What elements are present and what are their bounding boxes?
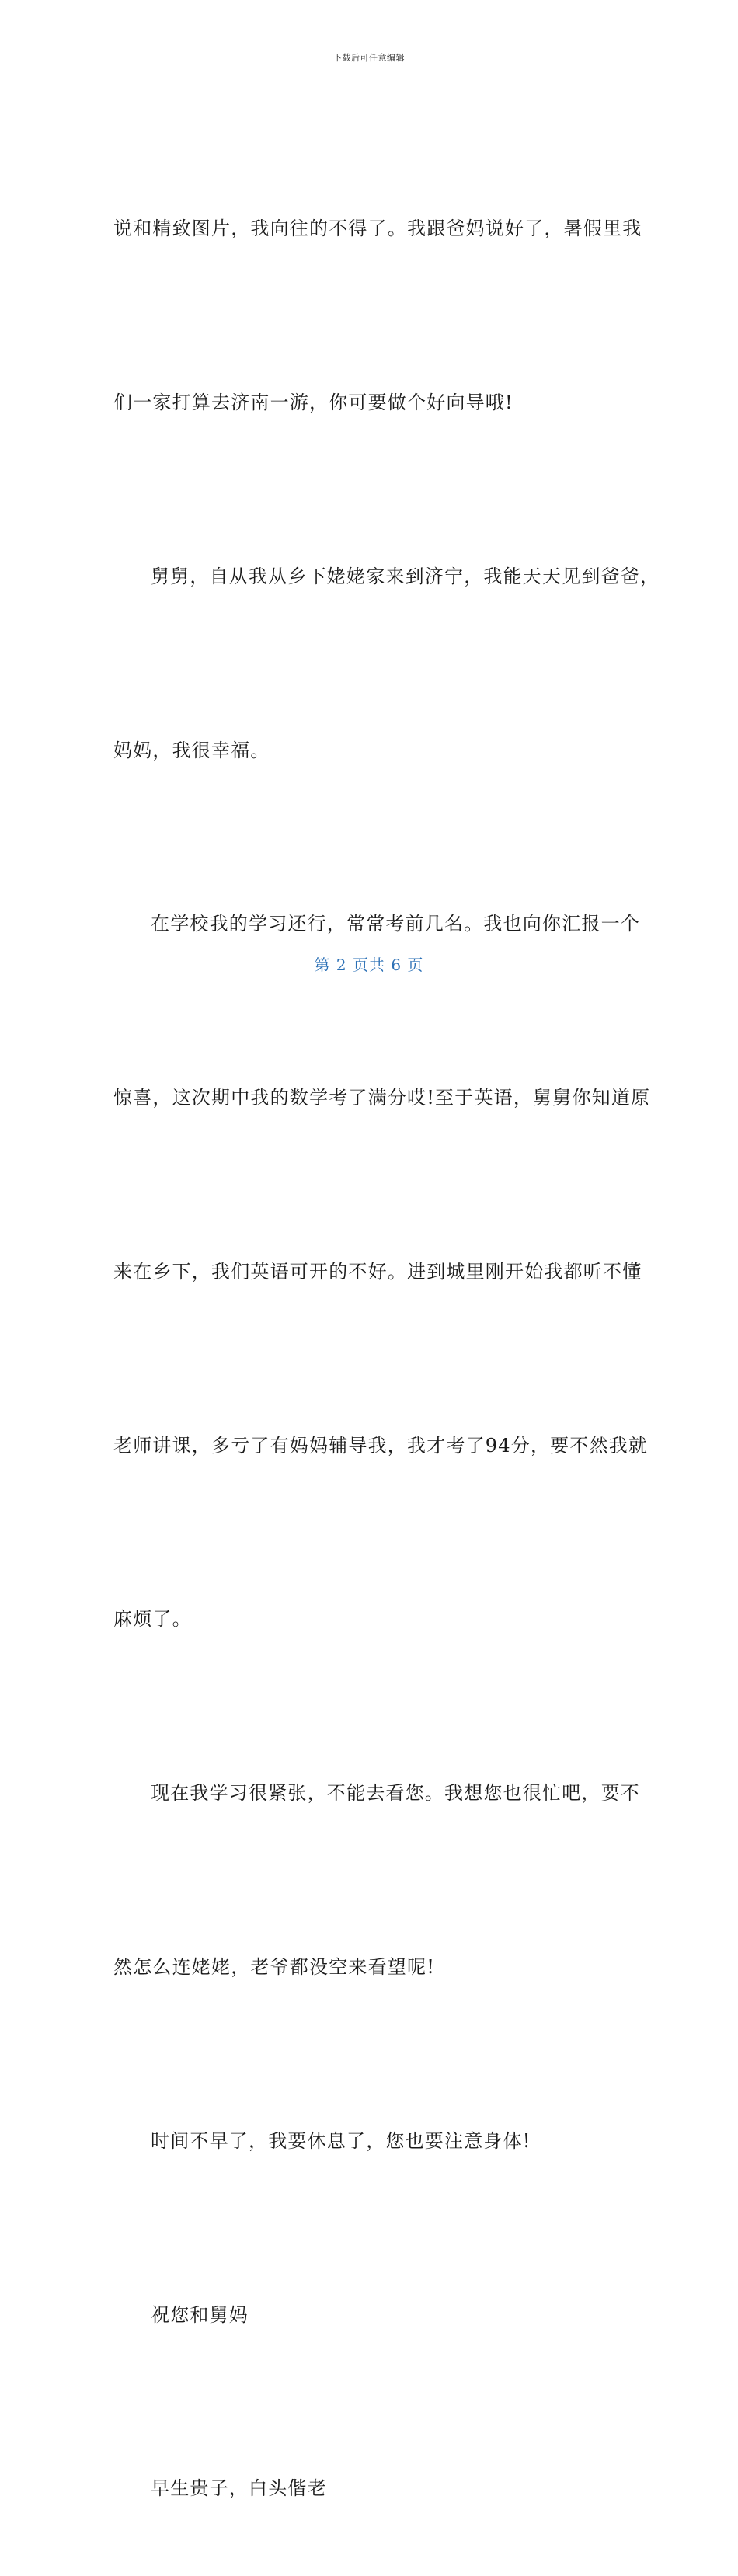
paragraph-line: 惊喜，这次期中我的数学考了满分哎!至于英语，舅舅你知道原 [113, 1087, 651, 1109]
paragraph-line: 时间不早了，我要休息了，您也要注意身体! [151, 2129, 531, 2152]
paragraph-line: 来在乡下，我们英语可开的不好。进到城里刚开始我都听不懂 [113, 1260, 642, 1283]
paragraph-line: 现在我学习很紧张，不能去看您。我想您也很忙吧，要不 [151, 1782, 640, 1805]
paragraph-line: 说和精致图片，我向往的不得了。我跟爸妈说好了，暑假里我 [113, 218, 642, 240]
paragraph-line: 妈妈，我很幸福。 [113, 739, 270, 761]
paragraph-line: 们一家打算去济南一游，你可要做个好向导哦! [113, 391, 513, 413]
page-number-footer: 第 2 页共 6 页 [314, 956, 424, 974]
closing-greeting: 祝您和舅妈 [151, 2303, 249, 2326]
paragraph-line: 舅舅，自从我从乡下姥姥家来到济宁，我能天天见到爸爸， [151, 565, 660, 587]
paragraph-line: 麻烦了。 [113, 1608, 192, 1631]
letter-body [113, 84, 660, 2576]
paragraph-line: 老师讲课，多亏了有妈妈辅导我，我才考了94分，要不然我就 [113, 1434, 649, 1457]
page-header: 下载后可任意编辑 [333, 53, 405, 63]
paragraph-line: 在学校我的学习还行，常常考前几名。我也向你汇报一个 [151, 913, 640, 935]
paragraph-line: 然怎么连姥姥，老爷都没空来看望呢! [113, 1956, 436, 1978]
closing-wish: 早生贵子，白头偕老 [151, 2477, 327, 2500]
